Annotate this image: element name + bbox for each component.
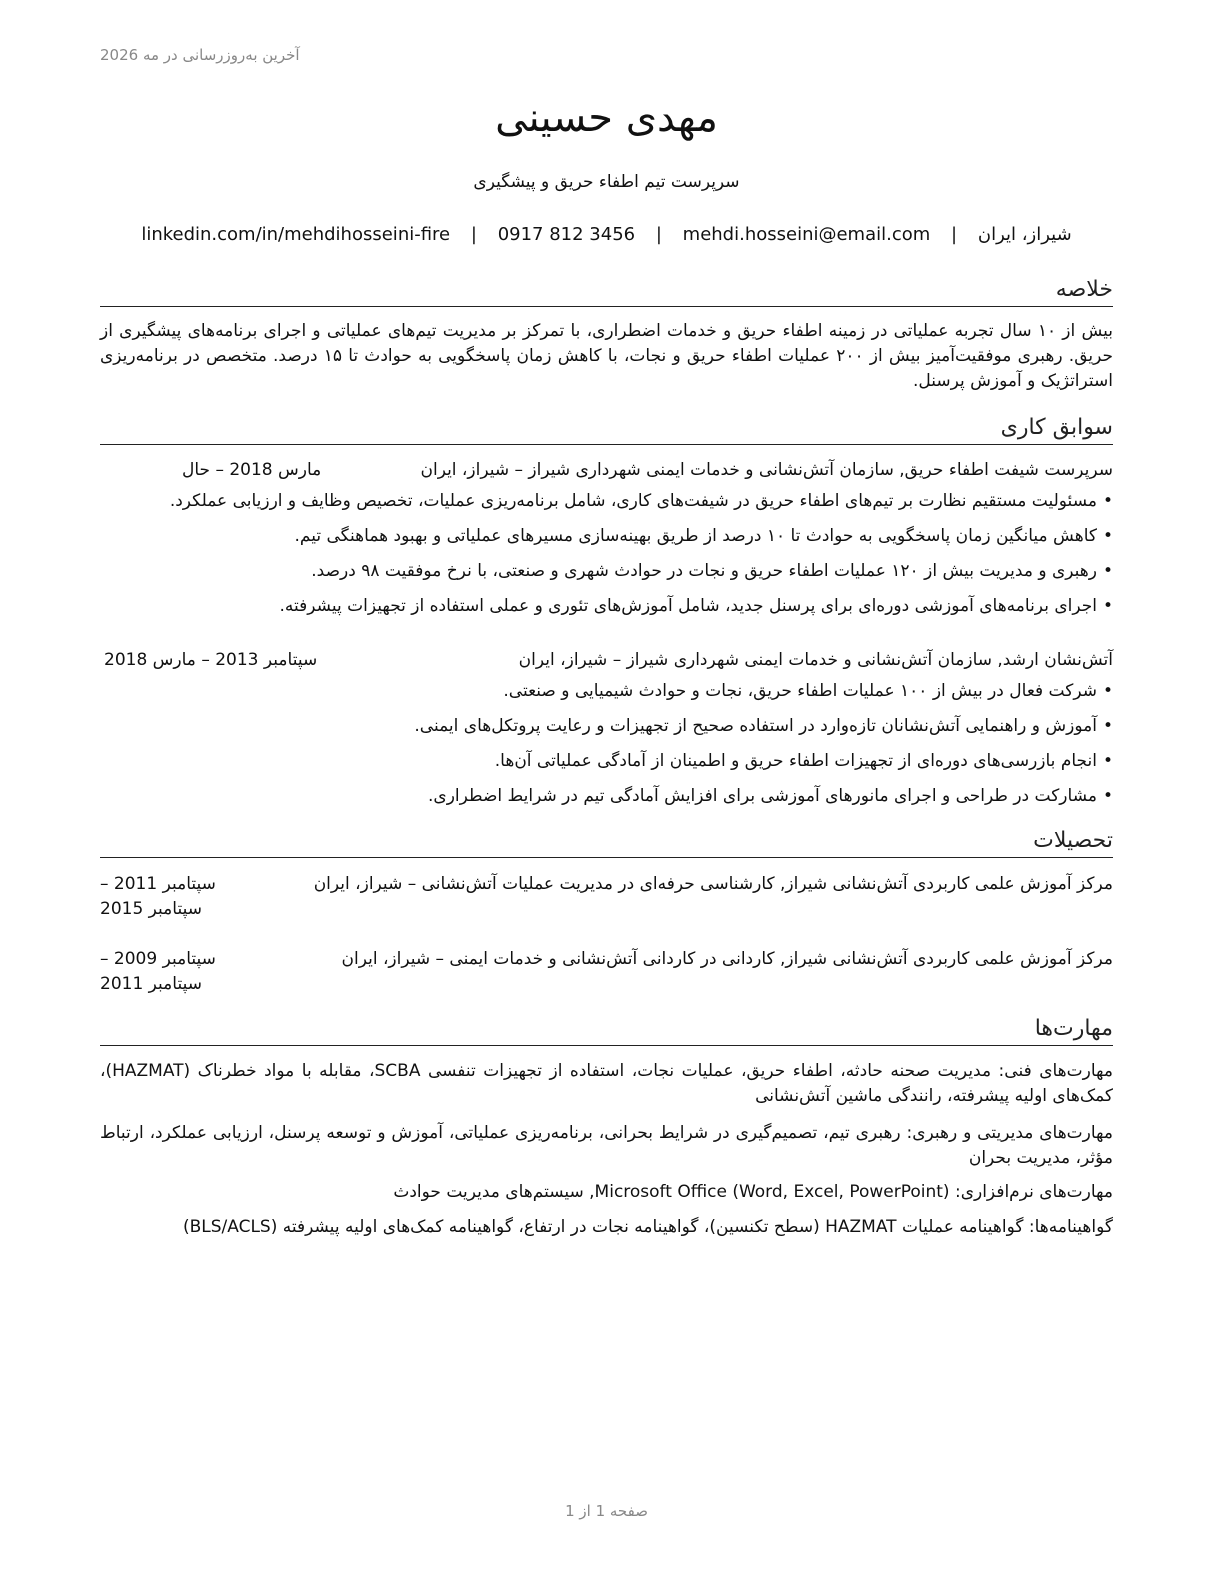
skill-item: مهارت‌های فنی: مدیریت صحنه حادثه، اطفاء حریق، عملیات نجات، استفاده از تجهیزات تنفسی SCBA، مقابله با مواد خطرناک (HAZMAT)، کمک‌های اولیه پیشرفته، رانندگی ماشین آتش‌نشانی [100, 1061, 1113, 1106]
job-title-org: آتش‌نشان ارشد, سازمان آتش‌نشانی و خدمات ایمنی شهرداری شیراز – شیراز، ایران [518, 650, 1113, 670]
list-item: •شرکت فعال در بیش از ۱۰۰ عملیات اطفاء حریق، نجات و حوادث شیمیایی و صنعتی. [503, 681, 1113, 701]
last-updated: آخرین به‌روزرسانی در مه 2026 [100, 46, 300, 64]
education-item [100, 947, 1113, 997]
bullet-icon: • [1102, 681, 1113, 701]
education-text: مرکز آموزش علمی کاربردی آتش‌نشانی شیراز, کاردانی در کاردانی آتش‌نشانی و خدمات ایمنی – شیراز، ایران [341, 949, 1113, 969]
contact-phone[interactable]: 0917 812 3456 [497, 224, 636, 245]
job-title-org: سرپرست شیفت اطفاء حریق, سازمان آتش‌نشانی و خدمات ایمنی شهرداری شیراز – شیراز، ایران [420, 460, 1113, 480]
list-item: •اجرای برنامه‌های آموزشی دوره‌ای برای پرسنل جدید، شامل آموزش‌های تئوری و عملی استفاده از تجهیزات پیشرفته. [279, 596, 1113, 616]
job-dates: سپتامبر 2013 – مارس 2018 [104, 650, 318, 670]
skill-item: مهارت‌های نرم‌افزاری: Microsoft Office (Word, Excel, PowerPoint), سیستم‌های مدیریت حوادث [393, 1182, 1113, 1202]
skill-item: مهارت‌های مدیریتی و رهبری: رهبری تیم، تصمیم‌گیری در شرایط بحرانی، برنامه‌ریزی عملیاتی، آموزش و توسعه پرسنل، ارزیابی عملکرد، ارتباط مؤثر، مدیریت بحران [100, 1123, 1113, 1168]
education-text: مرکز آموزش علمی کاربردی آتش‌نشانی شیراز, کارشناسی حرفه‌ای در مدیریت عملیات آتش‌نشانی – شیراز، ایران [313, 874, 1113, 894]
list-item: •مشارکت در طراحی و اجرای مانورهای آموزشی برای افزایش آمادگی تیم در شرایط اضطراری. [428, 786, 1113, 806]
candidate-name: مهدی حسینی [495, 95, 718, 141]
bullet-icon: • [1102, 561, 1113, 581]
bullet-icon: • [1102, 596, 1113, 616]
education-dates: سپتامبر 2011 – سپتامبر 2015 [100, 874, 216, 919]
contact-line [100, 224, 1113, 245]
contact-location: شیراز، ایران [977, 224, 1072, 245]
experience-heading: سوابق کاری [100, 414, 1113, 445]
bullet-icon: • [1102, 751, 1113, 771]
bullet-icon: • [1102, 491, 1113, 511]
skills-heading: مهارت‌ها [100, 1015, 1113, 1046]
contact-email[interactable]: mehdi.hosseini@email.com [682, 224, 931, 245]
education-dates: سپتامبر 2009 – سپتامبر 2011 [100, 949, 216, 994]
candidate-title: سرپرست تیم اطفاء حریق و پیشگیری [473, 172, 740, 192]
contact-separator: | [655, 224, 662, 245]
contact-separator: | [470, 224, 477, 245]
page-number: صفحه 1 از 1 [565, 1502, 648, 1520]
job-header [100, 458, 1113, 482]
contact-linkedin[interactable]: linkedin.com/in/mehdihosseini-fire [141, 224, 451, 245]
bullet-icon: • [1102, 786, 1113, 806]
resume-page [100, 0, 1113, 1584]
skill-item: گواهینامه‌ها: گواهینامه عملیات HAZMAT (سطح تکنسین)، گواهینامه نجات در ارتفاع، گواهینامه کمک‌های اولیه پیشرفته (BLS/ACLS) [182, 1217, 1113, 1237]
contact-separator: | [951, 224, 958, 245]
list-item: •رهبری و مدیریت بیش از ۱۲۰ عملیات اطفاء حریق و نجات در حوادث شهری و صنعتی، با نرخ موفقیت ۹۸ درصد. [311, 561, 1113, 581]
summary-heading: خلاصه [100, 276, 1113, 307]
job-header [100, 648, 1113, 672]
education-heading: تحصیلات [100, 827, 1113, 858]
list-item: •انجام بازرسی‌های دوره‌ای از تجهیزات اطفاء حریق و اطمینان از آمادگی عملیاتی آن‌ها. [494, 751, 1113, 771]
job-bullets [100, 489, 1113, 629]
list-item: •آموزش و راهنمایی آتش‌نشانان تازه‌وارد در استفاده صحیح از تجهیزات و رعایت پروتکل‌های ایمنی. [414, 716, 1113, 736]
list-item: •کاهش میانگین زمان پاسخگویی به حوادث تا ۱۰ درصد از طریق بهینه‌سازی مسیرهای عملیاتی و بهبود هماهنگی تیم. [294, 526, 1113, 546]
bullet-icon: • [1102, 526, 1113, 546]
summary-text: بیش از ۱۰ سال تجربه عملیاتی در زمینه اطفاء حریق و خدمات اضطراری، با تمرکز بر مدیریت تیم‌های عملیاتی و اجرای برنامه‌های پیشگیری از حریق. رهبری موفقیت‌آمیز بیش از ۲۰۰ عملیات اطفاء حریق و نجات، با کاهش زمان پاسخگویی به حوادث تا ۱۵ درصد. متخصص در برنامه‌ریزی استراتژیک و آموزش پرسنل. [100, 321, 1113, 391]
job-bullets [100, 679, 1113, 819]
list-item: •مسئولیت مستقیم نظارت بر تیم‌های اطفاء حریق در شیفت‌های کاری، شامل برنامه‌ریزی عملیات، تخصیص وظایف و ارزیابی عملکرد. [169, 491, 1113, 511]
bullet-icon: • [1102, 716, 1113, 736]
job-dates: مارس 2018 – حال [182, 460, 322, 480]
education-item [100, 872, 1113, 922]
